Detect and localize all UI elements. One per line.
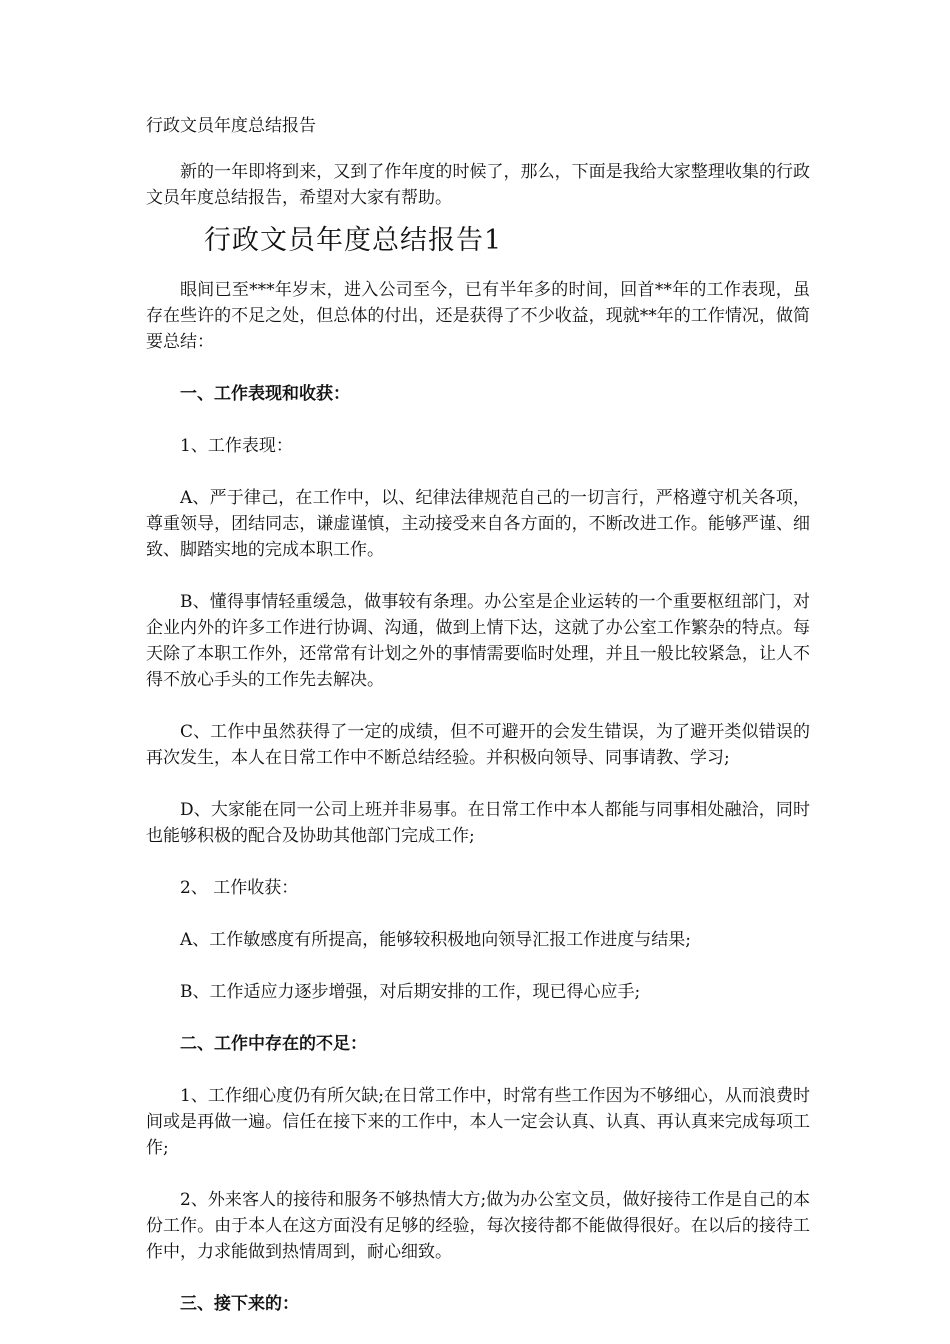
body-paragraph: B、懂得事情轻重缓急，做事较有条理。办公室是企业运转的一个重要枢纽部门，对企业内外的许多工作进行协调、沟通，做到上情下达，这就了办公室工作繁杂的特点。每天除了本职工作外，还常常有计划之外的事情需要临时处理，并且一般比较紧急，让人不得不放心手头的工作先去解决。 — [146, 592, 810, 690]
section-heading: 二、工作中存在的不足： — [180, 1034, 367, 1054]
body-paragraph: C、工作中虽然获得了一定的成绩，但不可避开的会发生错误，为了避开类似错误的再次发生，本人在日常工作中不断总结经验。并积极向领导、同事请教、学习; — [146, 722, 810, 768]
body-paragraph: 1、工作表现： — [180, 436, 293, 456]
body-paragraph: D、大家能在同一公司上班并非易事。在日常工作中本人都能与同事相处融洽，同时也能够积极的配合及协助其他部门完成工作; — [146, 800, 810, 846]
body-paragraph: 2、 工作收获： — [180, 878, 299, 898]
body-paragraph: A、严于律己，在工作中，以、纪律法律规范自己的一切言行，严格遵守机关各项，尊重领导，团结同志，谦虚谨慎，主动接受来自各方面的，不断改进工作。能够严谨、细致、脚踏实地的完成本职工作。 — [146, 488, 810, 560]
body-paragraph: 2、外来客人的接待和服务不够热情大方;做为办公室文员，做好接待工作是自己的本份工作。由于本人在这方面没有足够的经验，每次接待都不能做得很好。在以后的接待工作中，力求能做到热情周到，耐心细致。 — [146, 1190, 810, 1262]
body-paragraph: 眼间已至***年岁末，进入公司至今，已有半年多的时间，回首**年的工作表现，虽存在些许的不足之处，但总体的付出，还是获得了不少收益，现就**年的工作情况，做简要总结： — [146, 280, 810, 352]
document-title: 行政文员年度总结报告 — [146, 116, 316, 136]
section-heading: 三、接下来的： — [180, 1294, 299, 1314]
section-heading: 一、工作表现和收获： — [180, 384, 350, 404]
document-body — [146, 113, 810, 1343]
body-paragraph: A、工作敏感度有所提高，能够较积极地向领导汇报工作进度与结果; — [180, 930, 692, 950]
body-paragraph: 1、工作细心度仍有所欠缺;在日常工作中，时常有些工作因为不够细心，从而浪费时间或是再做一遍。信任在接下来的工作中，本人一定会认真、认真、再认真来完成每项工作; — [146, 1086, 810, 1158]
report-blocks — [146, 277, 810, 1317]
section-title: 行政文员年度总结报告1 — [204, 225, 503, 256]
body-paragraph: B、工作适应力逐步增强，对后期安排的工作，现已得心应手; — [180, 982, 641, 1002]
intro-paragraph: 新的一年即将到来，又到了作年度的时候了，那么，下面是我给大家整理收集的行政文员年度总结报告，希望对大家有帮助。 — [146, 162, 810, 208]
